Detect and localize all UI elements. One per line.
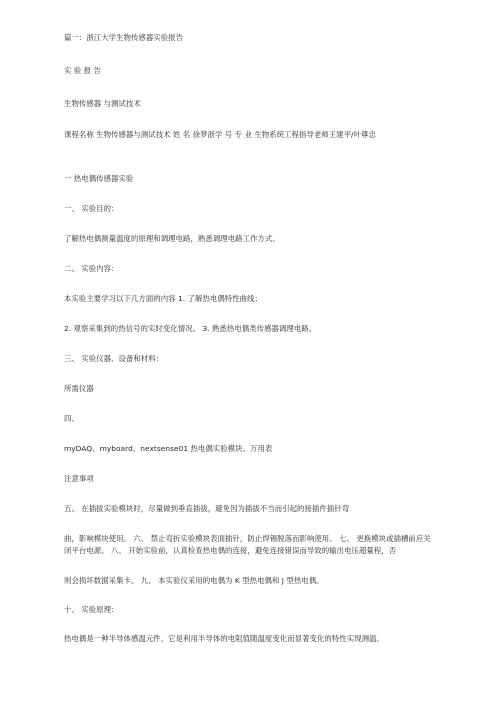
objective-text: 了解热电偶测量温度的原理和调理电路，熟悉调理电路工作方式。 [64,234,280,243]
equipment-list: myDAQ、myboard、nextsense01 热电偶实验模块、万用表 [64,444,273,453]
content-text-2: 2. 观察采集到的热信号的实时变化情况。 3. 熟悉热电偶类传感器调理电路。 [64,324,317,333]
objective-heading: 一、 实验目的： [64,204,119,213]
principle-paragraph: 热电偶是一种半导体感温元件，它是利用半导体的电阻值随温度变化而显著变化的特性实现测温。 [64,634,384,643]
item-four-label: 四、 [64,414,79,423]
precautions-paragraph: 曲，影响模块使用。 六、 禁止弯折实验模块表面插针，防止焊锡脱落而影响使用。 七、 更换模块或插槽前应关闭平台电源。 八、 开始实验前，认真检查热电偶的连接，避免连接错误而导致的输出电压超量程，否 [64,534,431,556]
document-title: 篇一：浙江大学生物传感器实验报告 [64,33,184,42]
precaution-five: 五、 在插拔实验模块时，尽量做到垂直插拔，避免因为插拔不当而引起的接插件插针弯 [64,504,350,513]
precaution-nine: 则会损坏数据采集卡。 九、 本实验仪采用的电偶为 K 型热电偶和 J 型热电偶。 [64,576,324,585]
equipment-heading: 三、 实验仪器、设备和材料： [64,354,164,363]
content-text-1: 本实验主要学习以下几方面的内容 1. 了解热电偶特性曲线； [64,294,262,303]
course-info-paragraph: 课程名称 生物传感器与测试技术 姓 名 徐梦浙学 号 专 业 生物系统工程指导老师王建平/叶尊忠 [64,130,376,139]
precautions-heading: 注意事项 [64,474,94,483]
required-instruments: 所需仪器 [64,384,94,393]
course-subtitle: 生物传感器 与测试技术 [64,99,141,108]
principle-heading: 十、 实验原理： [64,605,119,614]
report-heading: 实 验 报 告 [64,66,101,75]
section-heading: 一 热电偶传感器实验 [64,174,134,183]
content-heading: 二、 实验内容： [64,264,119,273]
